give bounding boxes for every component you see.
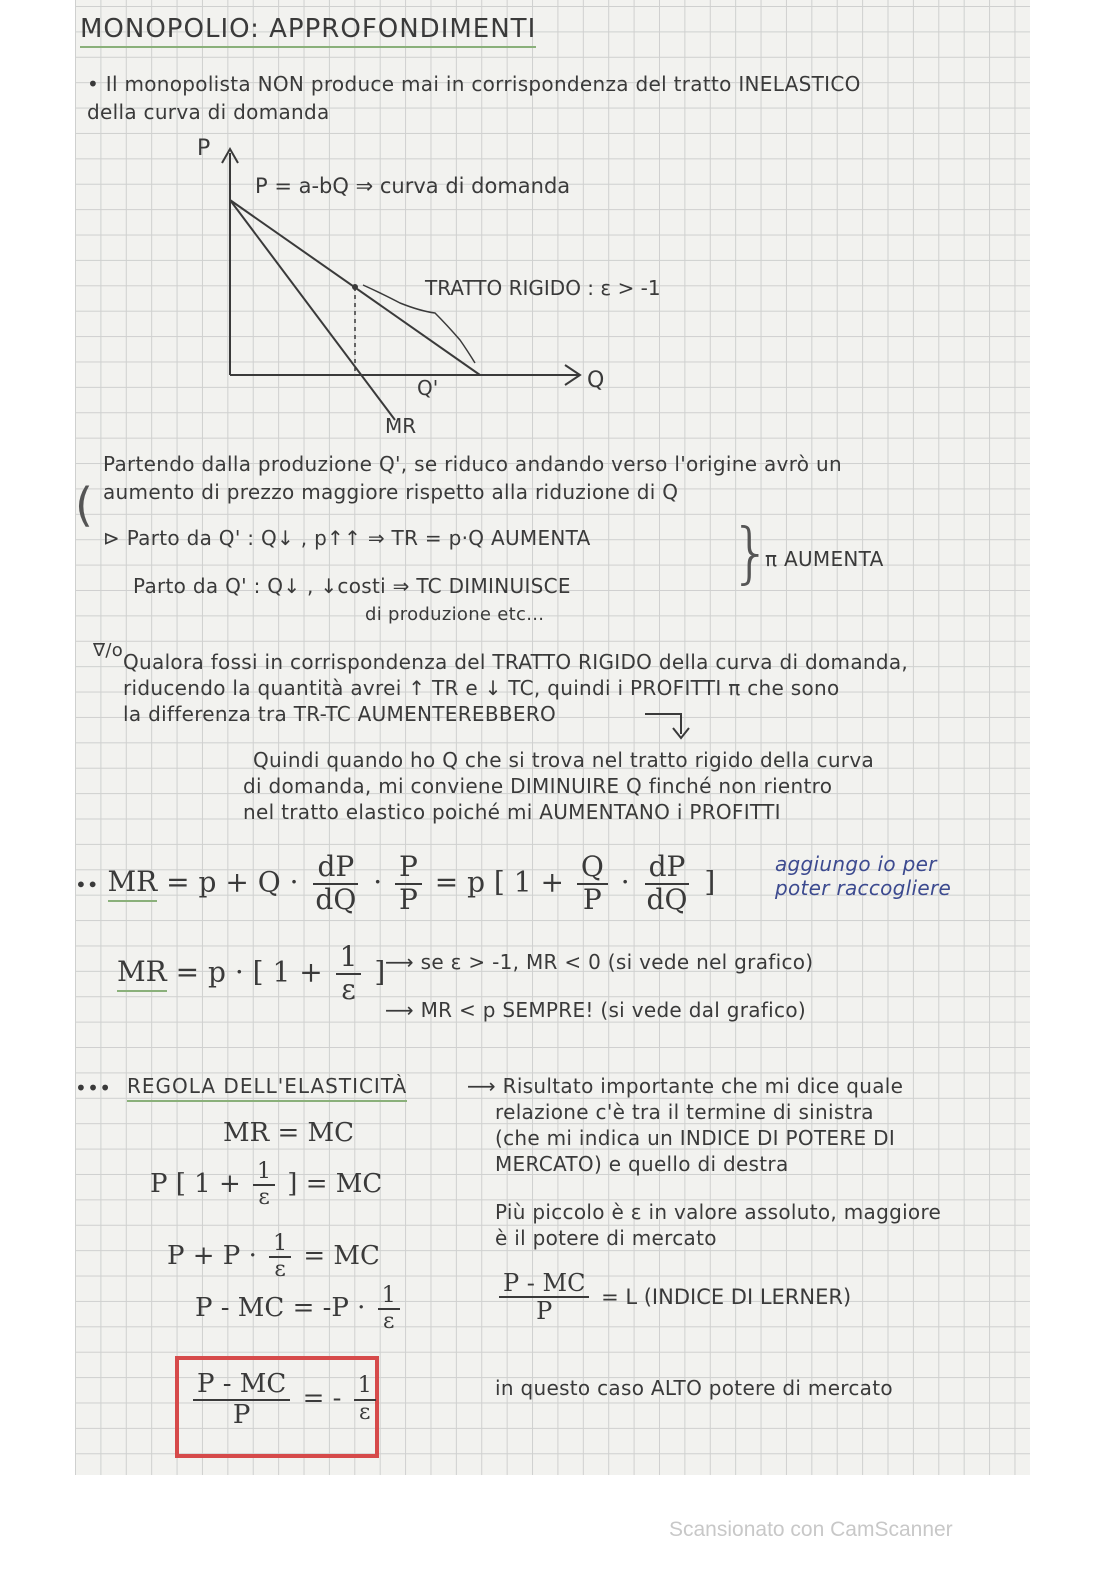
unit-elastic-point [352, 284, 358, 290]
demand-label: P = a-bQ ⇒ curva di domanda [255, 174, 571, 198]
conclusion-line-3: la differenza tra TR-TC AUMENTEREBBERO [123, 702, 557, 726]
eq-p-plus: P + P · $\frac{1}{\varepsilon}$ = MC [167, 1231, 380, 1283]
then-line-3: nel tratto elastico poiché mi AUMENTANO i PROFITTI [243, 800, 781, 824]
eq-p-bracket: P [ 1 + $\frac{1}{\varepsilon}$ ] = MC [150, 1159, 383, 1211]
page-title: MONOPOLIO: APPROFONDIMENTI [80, 14, 536, 48]
q-prime-label: Q' [417, 376, 439, 400]
triple-bullet: ••• [75, 1076, 112, 1100]
triangle-marker: ∇/o [93, 640, 124, 661]
elasticity-desc-3: (che mi indica un INDICE DI POTERE DI [495, 1126, 896, 1150]
mr-label: MR [385, 414, 417, 438]
mr-elasticity-formula [117, 942, 385, 1006]
monopoly-demand-graph [185, 135, 705, 445]
explanation-line-1: Partendo dalla produzione Q', se riduco andando verso l'origine avrò un [103, 452, 842, 476]
condition-2: ⟶ MR < p SEMPRE! (si vede dal grafico) [385, 998, 806, 1022]
mr-part2: = p [ 1 + [434, 865, 564, 899]
lerner-index: $\frac{P - MC}{P}$ = L (INDICE DI LERNER) [495, 1270, 851, 1325]
camscanner-watermark: Scansionato con CamScanner [669, 1518, 953, 1541]
rigid-tract-label: TRATTO RIGIDO : ε > -1 [425, 276, 661, 300]
p-over-p-fraction: $\frac{P}{P}$ [395, 852, 422, 916]
mr-derivation [75, 852, 715, 916]
dot-op: · [373, 865, 383, 899]
intro-line-1: • Il monopolista NON produce mai in corrispondenza del tratto INELASTICO [87, 72, 861, 96]
mr-curve [230, 200, 395, 420]
close-bracket-2: ] [374, 955, 386, 989]
mr-symbol-2: MR [117, 955, 167, 992]
boxed-formula: $\frac{P - MC}{P}$ = - $\frac{1}{\varepsilon}$ [189, 1370, 380, 1429]
condition-1: ⟶ se ε > -1, MR < 0 (si vede nel grafico) [385, 950, 814, 974]
one-over-eps-fraction: $\frac{1}{\varepsilon}$ [336, 942, 362, 1006]
elasticity-desc-1: ⟶ Risultato importante che mi dice quale [467, 1074, 904, 1098]
mr-part1: = p + Q · [166, 865, 299, 899]
right-brace: } [730, 514, 773, 591]
down-arrow-icon [643, 708, 693, 742]
left-brace: ( [75, 478, 94, 532]
blue-note-2: poter raccogliere [775, 876, 952, 900]
explanation-row-1: ⊳ Parto da Q' : Q↓ , p↑↑ ⇒ TR = p·Q AUMENTA [103, 526, 591, 550]
eq-mr-mc: MR = MC [223, 1118, 355, 1148]
then-line-2: di domanda, mi conviene DIMINUIRE Q finché non rientro [243, 774, 833, 798]
boxed-result [175, 1356, 379, 1458]
explanation-row-2: Parto da Q' : Q↓ , ↓costi ⇒ TC DIMINUISCE [133, 574, 571, 598]
elasticity-desc-2: relazione c'è tra il termine di sinistra [495, 1100, 874, 1124]
dp-dq-fraction-2: $\frac{dP}{dQ}$ [646, 850, 688, 916]
mr-rhs: = p · [ 1 + [175, 955, 323, 989]
explanation-line-2: aumento di prezzo maggiore rispetto alla riduzione di Q [103, 480, 679, 504]
eq-p-minus-mc: P - MC = -P · $\frac{1}{\varepsilon}$ [195, 1284, 404, 1334]
elasticity-desc-4: MERCATO) e quello di destra [495, 1152, 789, 1176]
abs-elasticity-note-2: è il potere di mercato [495, 1226, 717, 1250]
double-bullet: •• [75, 872, 99, 897]
intro-line-2: della curva di domanda [87, 100, 330, 124]
conclusion-line-1: Qualora fossi in corrispondenza del TRATTO RIGIDO della curva di domanda, [123, 650, 909, 674]
mr-symbol: MR [108, 865, 158, 902]
q-over-p-fraction: $\frac{Q}{P}$ [577, 852, 608, 916]
conclusion-line-2: riducendo la quantità avrei ↑ TR e ↓ TC, quindi i PROFITTI π che sono [123, 676, 840, 700]
close-bracket: ] [704, 865, 716, 899]
then-line-1: Quindi quando ho Q che si trova nel tratto rigido della curva [253, 748, 875, 772]
brace-result: π AUMENTA [765, 547, 884, 571]
explanation-row-2b: di produzione etc... [365, 604, 545, 625]
blue-note-1: aggiungo io per [775, 852, 937, 876]
elasticity-heading: REGOLA DELL'ELASTICITÀ [127, 1074, 407, 1102]
notebook-page [75, 0, 1030, 1475]
dp-dq-fraction: $\frac{dP}{dQ}$ [315, 850, 357, 916]
q-axis-label: Q [587, 368, 605, 393]
final-note: in questo caso ALTO potere di mercato [495, 1376, 893, 1400]
p-axis-label: P [197, 136, 211, 161]
dot-op-2: · [620, 865, 630, 899]
abs-elasticity-note-1: Più piccolo è ε in valore assoluto, maggiore [495, 1200, 942, 1224]
